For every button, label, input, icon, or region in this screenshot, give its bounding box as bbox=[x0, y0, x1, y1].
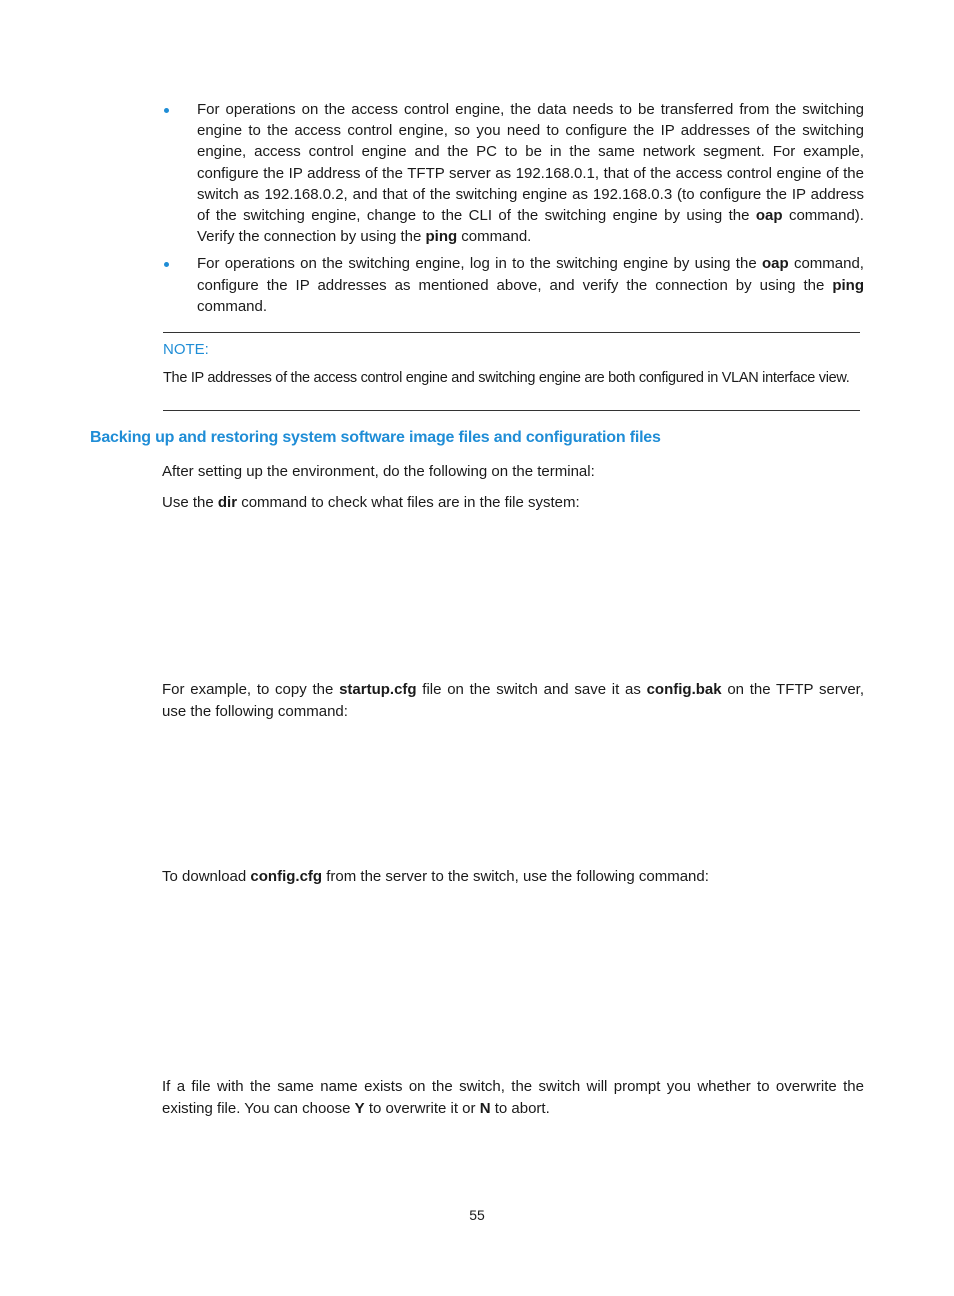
command-keyword: oap bbox=[755, 207, 783, 225]
bullet-item-switching-engine bbox=[162, 253, 864, 317]
bullet-list bbox=[162, 99, 864, 323]
paragraph-setup: After setting up the environment, do the following on the terminal: bbox=[162, 463, 595, 480]
command-keyword: dir bbox=[217, 494, 238, 511]
bullet-text: For operations on the access control engine, the data needs to be transferred from the switching engine to the access control engine, so you need to configure the IP addresses of the switching engine, access control engine and the PC to be in the same network segment. For example, configure the IP address of the TFTP server as 192.168.0.1, that of the access control engine of the switch as 192.168.0.2, and that of the switching engine as 192.168.0.3 (to configure the IP address of the switching engine, change to the CLI of the switching engine by using the bbox=[197, 101, 864, 225]
option-key: N bbox=[479, 1099, 491, 1117]
file-name: config.bak bbox=[646, 681, 722, 698]
paragraph-text: Use the bbox=[162, 494, 218, 511]
paragraph-text: If a file with the same name exists on the switch, the switch will prompt you whether to overwrite the existing file. You can choose bbox=[162, 1078, 864, 1117]
option-key: Y bbox=[354, 1099, 365, 1117]
bullet-text: command. bbox=[457, 228, 532, 246]
paragraph-text: on the TFTP server, use the following command: bbox=[162, 681, 865, 720]
paragraph-text: command to check what files are in the file system: bbox=[237, 494, 580, 511]
paragraph-text: To download bbox=[162, 868, 251, 885]
paragraph-download bbox=[162, 866, 864, 888]
file-name: startup.cfg bbox=[339, 681, 417, 698]
bullet-text: command. bbox=[197, 297, 268, 315]
file-name: config.cfg bbox=[250, 868, 323, 885]
note-box bbox=[163, 332, 860, 411]
paragraph-dir-command bbox=[162, 492, 864, 514]
paragraph-text: from the server to the switch, use the following command: bbox=[322, 868, 709, 885]
bullet-item-access-control bbox=[162, 99, 864, 247]
paragraph-overwrite bbox=[162, 1076, 864, 1119]
command-keyword: oap bbox=[761, 255, 789, 273]
command-keyword: ping bbox=[832, 276, 864, 294]
paragraph-text: to overwrite it or bbox=[364, 1099, 480, 1117]
bullet-text: command, configure the IP addresses as mentioned above, and verify the connection by using the bbox=[197, 255, 864, 294]
note-label: NOTE: bbox=[163, 341, 209, 358]
command-keyword: ping bbox=[425, 228, 458, 246]
bullet-text: command). Verify the connection by using the bbox=[197, 207, 864, 246]
note-text: The IP addresses of the access control engine and switching engine are both configured in VLAN interface view. bbox=[163, 370, 850, 386]
section-heading: Backing up and restoring system software image files and configuration files bbox=[90, 429, 661, 446]
paragraph-text: file on the switch and save it as bbox=[416, 681, 647, 698]
paragraph-copy-example bbox=[162, 679, 864, 722]
bullet-dot-icon bbox=[164, 108, 169, 113]
bullet-dot-icon bbox=[164, 262, 169, 267]
paragraph-text: to abort. bbox=[490, 1099, 550, 1117]
page-number: 55 bbox=[469, 1207, 485, 1223]
paragraph-text: For example, to copy the bbox=[162, 681, 340, 698]
bullet-text: For operations on the switching engine, log in to the switching engine by using the bbox=[197, 255, 762, 273]
